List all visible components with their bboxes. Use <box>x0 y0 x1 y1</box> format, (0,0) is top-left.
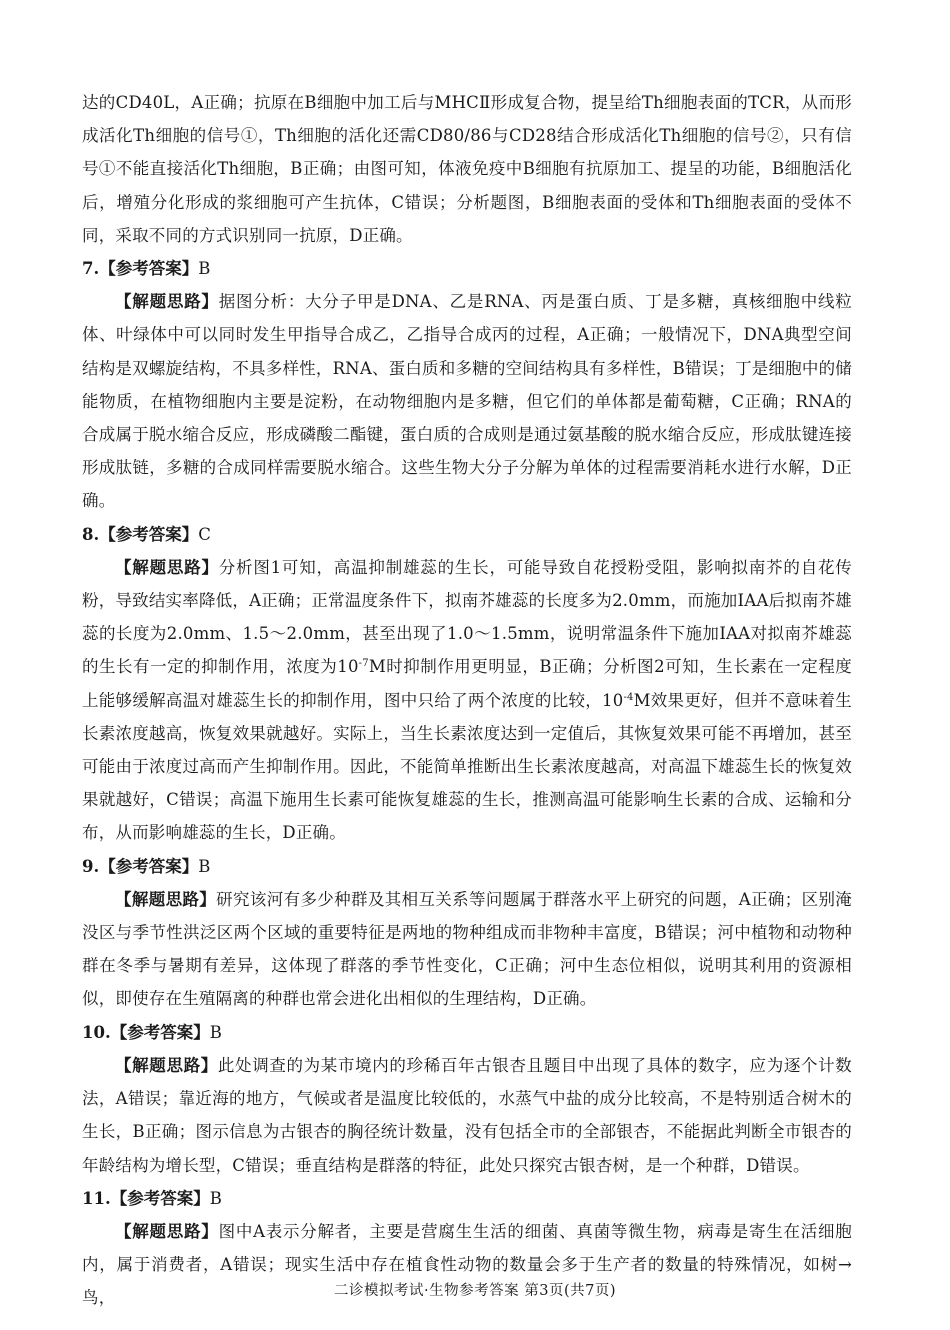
page-content <box>82 86 852 1315</box>
q10-answer-line <box>82 1016 852 1049</box>
q9-answer-value: B <box>198 856 211 876</box>
q10-answer-value: B <box>209 1022 222 1042</box>
q10-analysis <box>82 1049 852 1182</box>
q8-answer-line <box>82 518 852 551</box>
q8-answer-label: 【参考答案】 <box>99 524 199 544</box>
q11-answer-label: 【参考答案】 <box>110 1188 210 1208</box>
q8-analysis <box>82 551 852 850</box>
q11-answer-line <box>82 1182 852 1215</box>
q10-number: 10. <box>82 1022 111 1042</box>
q8-number: 8. <box>82 524 100 544</box>
q11-number: 11. <box>82 1188 111 1208</box>
q7-answer-line <box>82 252 852 285</box>
q8-exponent-2: -4 <box>623 691 634 703</box>
q7-analysis <box>82 285 852 517</box>
q10-analysis-label: 【解题思路】 <box>115 1055 218 1075</box>
q7-answer-label: 【参考答案】 <box>99 259 199 279</box>
q8-exponent-1: -7 <box>358 658 369 670</box>
q7-analysis-label: 【解题思路】 <box>115 292 219 312</box>
q7-number: 7. <box>82 259 100 279</box>
intro-paragraph: 达的CD40L，A正确；抗原在B细胞中加工后与MHCⅡ形成复合物，提呈给Th细胞表面的TCR，从而形成活化Th细胞的信号①，Th细胞的活化还需CD80/86与CD28结合形成活化Th细胞的信号②，只有信号①不能直接活化Th细胞，B正确；由图可知，体液免疫中B细胞有抗原加工、提呈的功能，B细胞活化后，增殖分化形成的浆细胞可产生抗体，C错误；分析题图，B细胞表面的受体和Th细胞表面的受体不同，采取不同的方式识别同一抗原，D正确。 <box>82 93 852 245</box>
q8-analysis-part-3: M效果更好，但并不意味着生长素浓度越高，恢复效果就越好。实际上，当生长素浓度达到一定值后，其恢复效果可能不再增加，甚至可能由于浓度过高而产生抑制作用。因此，不能简单推断出生长素浓度越高，对高温下雄蕊生长的恢复效果就越好，C错误；高温下施用生长素可能恢复雄蕊的生长，推测高温可能影响生长素的合成、运输和分布，从而影响雄蕊的生长，D正确。 <box>82 690 852 843</box>
q7-analysis-text: 据图分析：大分子甲是DNA、乙是RNA、丙是蛋白质、丁是多糖，真核细胞中线粒体、叶绿体中可以同时发生甲指导合成乙，乙指导合成丙的过程，A正确；一般情况下，DNA典型空间结构是双螺旋结构，不具多样性，RNA、蛋白质和多糖的空间结构具有多样性，B错误；丁是细胞中的储能物质，在植物细胞内主要是淀粉，在动物细胞内是多糖，但它们的单体都是葡萄糖，C正确；RNA的合成属于脱水缩合反应，形成磷酸二酯键，蛋白质的合成则是通过氨基酸的脱水缩合反应，形成肽键连接形成肽链，多糖的合成同样需要脱水缩合。这些生物大分子分解为单体的过程需要消耗水进行水解，D正确。 <box>82 292 852 511</box>
q10-analysis-text: 此处调查的为某市境内的珍稀百年古银杏且题目中出现了具体的数字，应为逐个计数法，A错误；靠近海的地方，气候或者是温度比较低的，水蒸气中盐的成分比较高，不是特别适合树木的生长，B正确；图示信息为古银杏的胸径统计数量，没有包括全市的全部银杏，不能据此判断全市银杏的年龄结构为增长型，C错误；垂直结构是群落的特征，此处只探究古银杏树，是一个种群，D错误。 <box>82 1055 852 1175</box>
q8-answer-value: C <box>198 524 211 544</box>
q8-analysis-label: 【解题思路】 <box>115 557 219 577</box>
q7-answer-value: B <box>198 259 211 279</box>
q9-answer-label: 【参考答案】 <box>99 856 199 876</box>
q11-answer-value: B <box>209 1188 222 1208</box>
q9-analysis <box>82 883 852 1016</box>
q8-analysis-part-1: 分析图1可知，高温抑制雄蕊的生长，可能导致自花授粉受阻，影响拟南芥的自花传粉，导致结实率降低，A正确；正常温度条件下，拟南芥雄蕊的长度多为2.0mm，而施加IAA后拟南芥雄蕊的长度为2.0mm、1.5～2.0mm，甚至出现了1.0～1.5mm，说明常温条件下施加IAA对拟南芥雄蕊的生长有一定的抑制作用，浓度为10 <box>82 557 852 677</box>
q10-answer-label: 【参考答案】 <box>110 1022 210 1042</box>
q11-analysis-label: 【解题思路】 <box>115 1221 219 1241</box>
q9-answer-line <box>82 850 852 883</box>
q9-analysis-text: 研究该河有多少种群及其相互关系等问题属于群落水平上研究的问题，A正确；区别淹没区与季节性洪泛区两个区域的重要特征是两地的物种组成而非物种丰富度，B错误；河中植物和动物种群在冬季与暑期有差异，这体现了群落的季节性变化，C正确；河中生态位相似，说明其利用的资源相似，即使存在生殖隔离的种群也常会进化出相似的生理结构，D正确。 <box>82 889 853 1009</box>
q8-analysis-part-2: M时抑制作用更明显，B正确；分析图2可知，生长素在一定程度上能够缓解高温对雄蕊生长的抑制作用，图中只给了两个浓度的比较，10 <box>82 657 852 710</box>
page-footer: 二诊模拟考试·生物参考答案 第3页(共7页) <box>334 1283 616 1299</box>
q9-analysis-label: 【解题思路】 <box>115 889 217 909</box>
q9-number: 9. <box>82 856 100 876</box>
q11-analysis-text: 图中A表示分解者，主要是营腐生生活的细菌、真菌等微生物，病毒是寄生在活细胞内，属于消费者，A错误；现实生活中存在植食性动物的数量会多于生产者的数量的特殊情况，如树→鸟， <box>82 1221 852 1308</box>
